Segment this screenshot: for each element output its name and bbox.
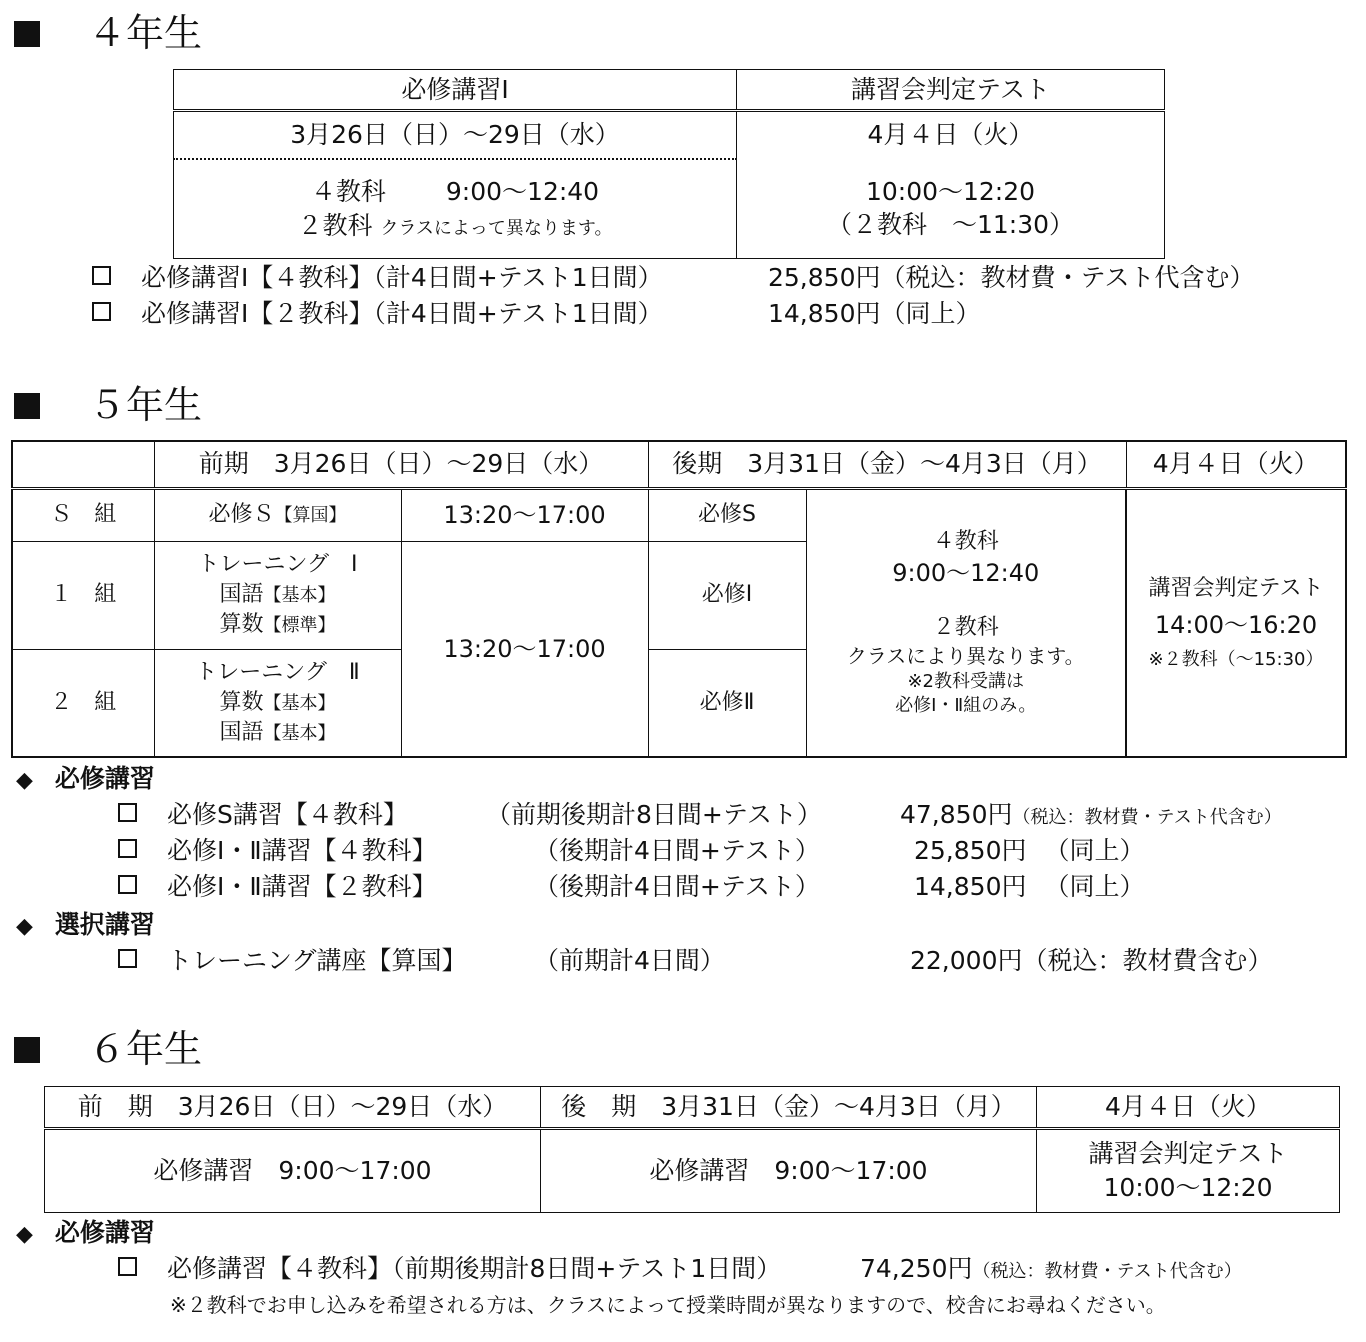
checkbox-icon[interactable]: [118, 803, 137, 822]
checkbox-icon[interactable]: [118, 949, 137, 968]
grade5-optional-1-period: （前期計4日間）: [534, 946, 725, 975]
grade5-test-header: 4月４日（火）: [1126, 441, 1346, 488]
checkbox-icon[interactable]: [118, 839, 137, 858]
checkbox-icon[interactable]: [92, 302, 111, 321]
grade5-required-3-period: （後期計4日間+テスト）: [534, 872, 820, 901]
grade6-test-body: 講習会判定テスト 10:00～12:20: [1037, 1129, 1340, 1213]
grade5-optional-1-price: 22,000円（税込：教材費含む）: [910, 946, 1273, 975]
grade6-second-term-body: 必修講習 9:00～17:00: [541, 1129, 1037, 1213]
grade5-late-times: ４教科 9:00～12:40 ２教科 クラスにより異なります。 ※2教科受講は 必修Ⅰ・Ⅱ組のみ。: [806, 488, 1126, 757]
grade5-required-3: 必修Ⅰ・Ⅱ講習【２教科】: [118, 870, 437, 904]
grade4-test-times: 10:00～12:20 （２教科 ～11:30）: [737, 159, 1165, 259]
grade4-heading: ４年生: [14, 10, 202, 56]
grade4-option-2: 必修講習Ⅰ【２教科】（計4日間+テスト1日間）: [92, 297, 663, 331]
grade6-required-title: ◆ 必修講習: [16, 1218, 155, 1247]
grade4-dates: 3月26日（日）～29日（水）: [174, 111, 737, 159]
checkbox-icon[interactable]: [92, 266, 111, 285]
grade5-heading: ５年生: [14, 382, 202, 428]
grade5-group-1: １ 組: [12, 541, 154, 649]
grade5-test: 講習会判定テスト 14:00～16:20 ※２教科（～15:30）: [1126, 488, 1346, 757]
grade6-first-term-header: 前 期 3月26日（日）～29日（水）: [45, 1087, 541, 1129]
grade5-required-1: 必修S講習【４教科】: [118, 798, 408, 832]
grade5-late-s: 必修S: [648, 488, 806, 541]
grade6-schedule-table: [44, 1086, 1340, 1213]
grade5-s-group: Ｓ 組: [12, 488, 154, 541]
grade6-footnote: ※２教科でお申し込みを希望される方は、クラスによって授業時間が異なりますので、校舎にお尋ねください。: [170, 1293, 1166, 1317]
grade5-corner: [12, 441, 154, 488]
grade5-schedule-table: [11, 440, 1347, 758]
square-bullet-icon: [14, 21, 40, 47]
grade5-s-course: 必修Ｓ【算国】: [154, 488, 401, 541]
grade5-late-2: 必修Ⅱ: [648, 649, 806, 757]
square-bullet-icon: [14, 1037, 40, 1063]
grade5-late-1: 必修Ⅰ: [648, 541, 806, 649]
grade5-required-3-price: 14,850円 （同上）: [914, 872, 1145, 901]
grade6-first-term-body: 必修講習 9:00～17:00: [45, 1129, 541, 1213]
grade4-schedule-table: [173, 69, 1165, 259]
grade5-s-time: 13:20～17:00: [401, 488, 648, 541]
grade5-required-2-price: 25,850円 （同上）: [914, 836, 1145, 865]
grade4-test-header: 講習会判定テスト: [737, 70, 1165, 111]
grade5-required-2: 必修Ⅰ・Ⅱ講習【４教科】: [118, 834, 437, 868]
grade5-optional-1: トレーニング講座【算国】: [118, 944, 467, 978]
grade4-option-1-price: 25,850円（税込：教材費・テスト代含む）: [768, 263, 1255, 292]
diamond-bullet-icon: ◆: [16, 914, 33, 939]
grade6-heading: ６年生: [14, 1026, 202, 1072]
diamond-bullet-icon: ◆: [16, 768, 33, 793]
grade5-required-2-period: （後期計4日間+テスト）: [534, 836, 820, 865]
grade5-first-term-header: 前期 3月26日（日）～29日（水）: [154, 441, 648, 488]
grade5-second-term-header: 後期 3月31日（金）～4月3日（月）: [648, 441, 1126, 488]
grade5-optional-title: ◆ 選択講習: [16, 910, 155, 939]
grade6-test-header: 4月４日（火）: [1037, 1087, 1340, 1129]
square-bullet-icon: [14, 393, 40, 419]
grade5-group-2: ２ 組: [12, 649, 154, 757]
grade5-training-1: トレーニング Ⅰ 国語【基本】 算数【標準】: [154, 541, 401, 649]
grade4-option-2-price: 14,850円（同上）: [768, 299, 981, 328]
grade5-required-title: ◆ 必修講習: [16, 764, 155, 793]
grade6-required-1: 必修講習【４教科】（前期後期計8日間+テスト1日間）: [118, 1252, 781, 1286]
grade5-training-time: 13:20～17:00: [401, 541, 648, 757]
grade5-training-2: トレーニング Ⅱ 算数【基本】 国語【基本】: [154, 649, 401, 757]
grade4-option-1: 必修講習Ⅰ【４教科】（計4日間+テスト1日間）: [92, 261, 663, 295]
grade4-test-date: 4月４日（火）: [737, 111, 1165, 159]
grade4-required-header: 必修講習Ⅰ: [174, 70, 737, 111]
grade5-required-1-period: （前期後期計8日間+テスト）: [486, 800, 822, 829]
grade4-times: ４教科 9:00～12:40 ２教科 クラスによって異なります。: [174, 159, 737, 259]
grade6-required-1-price: 74,250円（税込：教材費・テスト代含む）: [860, 1254, 1242, 1283]
grade6-second-term-header: 後 期 3月31日（金）～4月3日（月）: [541, 1087, 1037, 1129]
diamond-bullet-icon: ◆: [16, 1222, 33, 1247]
checkbox-icon[interactable]: [118, 875, 137, 894]
grade5-required-1-price: 47,850円（税込：教材費・テスト代含む）: [900, 800, 1282, 829]
checkbox-icon[interactable]: [118, 1257, 137, 1276]
